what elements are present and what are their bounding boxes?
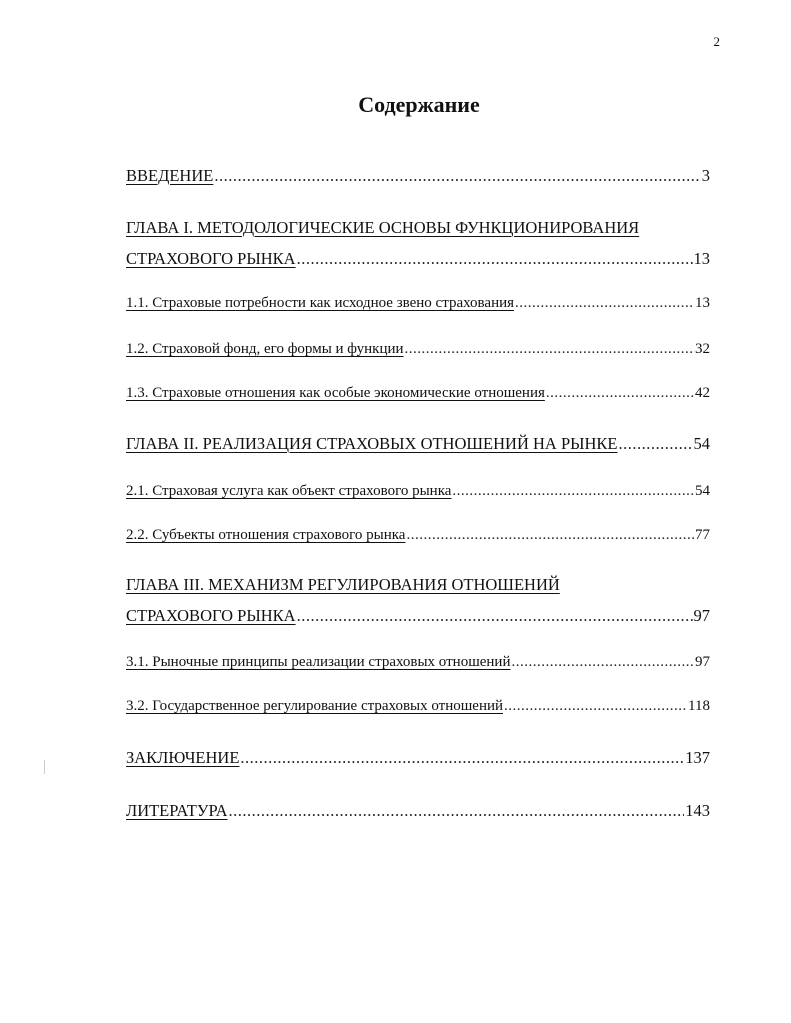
dot-leader bbox=[405, 339, 694, 359]
dot-leader bbox=[515, 293, 694, 313]
toc-entry-title[interactable]: ВВЕДЕНИЕ bbox=[126, 166, 214, 185]
dot-leader bbox=[214, 166, 700, 186]
toc-entry-chapter-2[interactable] bbox=[126, 434, 710, 454]
scan-mark bbox=[44, 760, 45, 774]
toc-entry-section-2-2[interactable] bbox=[126, 525, 710, 545]
dot-leader bbox=[240, 748, 684, 768]
toc-entry-section-1-1[interactable] bbox=[126, 293, 710, 313]
toc-entry-title[interactable]: ЗАКЛЮЧЕНИЕ bbox=[126, 748, 240, 767]
toc-entry-chapter-1-continued[interactable] bbox=[126, 249, 710, 269]
toc-entry-title[interactable]: 1.3. Страховые отношения как особые экономические отношения bbox=[126, 385, 545, 401]
toc-entry-page: 137 bbox=[685, 748, 710, 767]
dot-leader bbox=[546, 383, 694, 403]
toc-entry-title[interactable]: ГЛАВА I. МЕТОДОЛОГИЧЕСКИЕ ОСНОВЫ ФУНКЦИОНИРОВАНИЯ bbox=[126, 218, 640, 237]
toc-entry-page: 54 bbox=[695, 483, 710, 499]
toc-entry-page: 42 bbox=[695, 385, 710, 401]
dot-leader bbox=[297, 606, 693, 626]
toc-entry-section-2-1[interactable] bbox=[126, 481, 710, 501]
toc-entry-title[interactable]: ГЛАВА II. РЕАЛИЗАЦИЯ СТРАХОВЫХ ОТНОШЕНИЙ НА РЫНКЕ bbox=[126, 434, 618, 453]
toc-entry-title[interactable]: 1.1. Страховые потребности как исходное звено страхования bbox=[126, 295, 515, 311]
dot-leader bbox=[504, 696, 687, 716]
toc-entry-page: 97 bbox=[695, 654, 710, 670]
dot-leader bbox=[297, 249, 693, 269]
dot-leader bbox=[229, 801, 685, 821]
toc-entry-page: 54 bbox=[693, 434, 710, 453]
dot-leader bbox=[406, 525, 694, 545]
dot-leader bbox=[619, 434, 693, 454]
toc-entry-page: 13 bbox=[693, 249, 710, 268]
toc-entry-title[interactable]: 1.2. Страховой фонд, его формы и функции bbox=[126, 341, 404, 357]
toc-entry-section-3-1[interactable] bbox=[126, 652, 710, 672]
page-title: Содержание bbox=[358, 92, 480, 117]
toc-entry-page: 3 bbox=[701, 166, 710, 185]
toc-entry-page: 32 bbox=[695, 341, 710, 357]
toc-entry-page: 97 bbox=[693, 606, 710, 625]
toc-entry-section-1-3[interactable] bbox=[126, 383, 710, 403]
toc-entry-chapter-1[interactable] bbox=[126, 218, 710, 238]
toc-entry-page: 13 bbox=[695, 295, 710, 311]
toc-entry-chapter-3-continued[interactable] bbox=[126, 606, 710, 626]
toc-entry-page: 77 bbox=[695, 527, 710, 543]
toc-entry-section-1-2[interactable] bbox=[126, 339, 710, 359]
toc-entry-title[interactable]: 2.1. Страховая услуга как объект страхового рынка bbox=[126, 483, 452, 499]
toc-entry-title[interactable]: СТРАХОВОГО РЫНКА bbox=[126, 249, 296, 268]
dot-leader bbox=[512, 652, 695, 672]
toc-entry-title[interactable]: ЛИТЕРАТУРА bbox=[126, 801, 228, 820]
toc-entry-chapter-3[interactable] bbox=[126, 575, 710, 595]
toc-entry-section-3-2[interactable] bbox=[126, 696, 710, 716]
toc-entry-title[interactable]: 3.2. Государственное регулирование страховых отношений bbox=[126, 698, 504, 714]
toc-entry-conclusion[interactable] bbox=[126, 748, 710, 768]
toc-entry-page: 143 bbox=[685, 801, 710, 820]
toc-entry-literature[interactable] bbox=[126, 801, 710, 821]
page-number: 2 bbox=[713, 34, 720, 49]
toc-entry-page: 118 bbox=[688, 698, 710, 714]
toc-entry-introduction[interactable] bbox=[126, 166, 710, 186]
toc-entry-title[interactable]: 2.2. Субъекты отношения страхового рынка bbox=[126, 527, 406, 543]
toc-entry-title[interactable]: СТРАХОВОГО РЫНКА bbox=[126, 606, 296, 625]
toc-entry-title[interactable]: ГЛАВА III. МЕХАНИЗМ РЕГУЛИРОВАНИЯ ОТНОШЕНИЙ bbox=[126, 575, 560, 594]
dot-leader bbox=[452, 481, 694, 501]
toc-entry-title[interactable]: 3.1. Рыночные принципы реализации страховых отношений bbox=[126, 654, 511, 670]
